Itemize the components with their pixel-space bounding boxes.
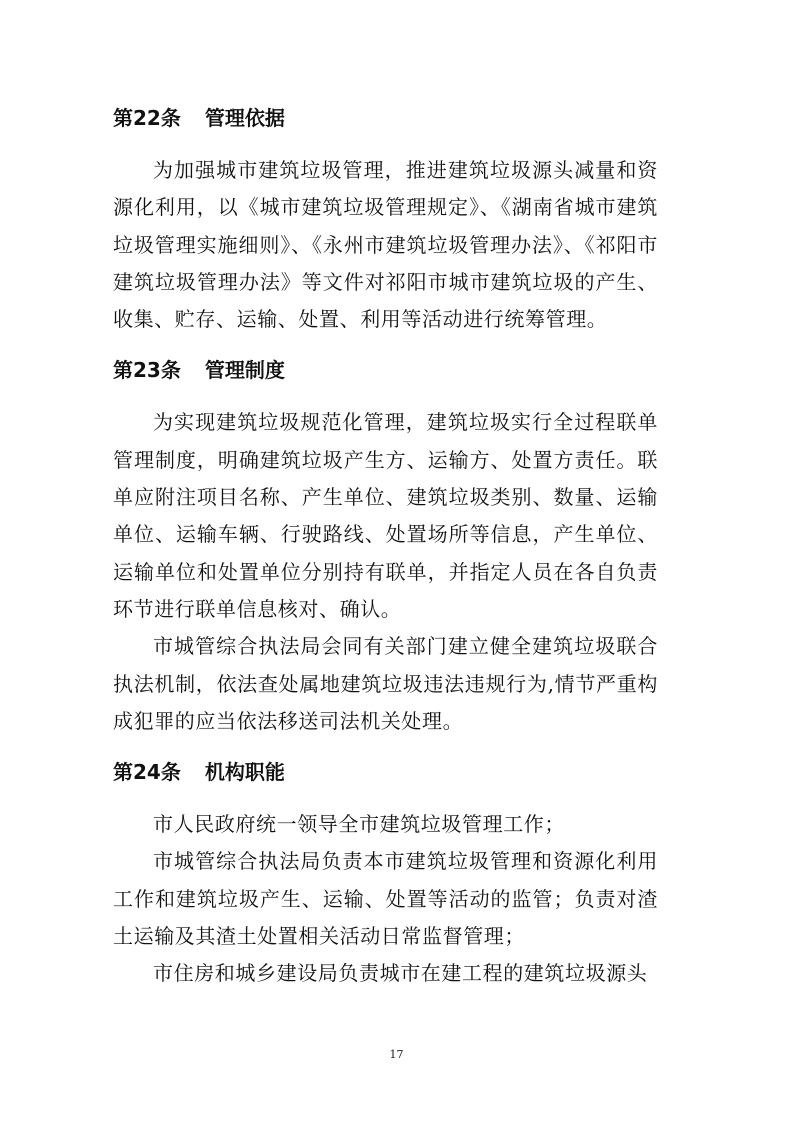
- section-number: 第24条: [113, 760, 181, 785]
- section-title: 管理制度: [204, 358, 285, 383]
- section-22-paragraph-1: 为加强城市建筑垃圾管理，推进建筑垃圾源头减量和资源化利用，以《城市建筑垃圾管理规定》、《湖南省城市建筑垃圾管理实施细则》、《永州市建筑垃圾管理办法》、《祁阳市建筑垃圾管理办法》等文件对祁阳市城市建筑垃圾的产生、收集、贮存、运输、处置、利用等活动进行统筹管理。: [113, 158, 658, 332]
- page-number: 17: [389, 1048, 404, 1061]
- section-24-paragraph-3: 市住房和城乡建设局负责城市在建工程的建筑垃圾源头: [153, 961, 648, 986]
- section-heading-23: [113, 352, 658, 388]
- section-24-paragraph-2: 市城管综合执法局负责本市建筑垃圾管理和资源化利用工作和建筑垃圾产生、运输、处置等活动的监管；负责对渣土运输及其渣土处置相关活动日常监督管理；: [113, 849, 658, 949]
- section-title: 机构职能: [204, 760, 285, 785]
- section-23-paragraph-1: 为实现建筑垃圾规范化管理，建筑垃圾实行全过程联单管理制度，明确建筑垃圾产生方、运输方、处置方责任。联单应附注项目名称、产生单位、建筑垃圾类别、数量、运输单位、运输车辆、行驶路线、处置场所等信息，产生单位、运输单位和处置单位分别持有联单，并指定人员在各自负责环节进行联单信息核对、确认。: [113, 410, 658, 621]
- section-heading-22: [113, 100, 658, 136]
- document-body: [113, 100, 658, 993]
- section-number: 第22条: [113, 106, 181, 130]
- section-number: 第23条: [113, 358, 181, 383]
- section-title: 管理依据: [204, 106, 285, 130]
- section-heading-24: [113, 754, 658, 790]
- section-23-paragraph-2: 市城管综合执法局会同有关部门建立健全建筑垃圾联合执法机制，依法查处属地建筑垃圾违法违规行为,情节严重构成犯罪的应当依法移送司法机关处理。: [113, 634, 658, 733]
- section-24-paragraph-1: 市人民政府统一领导全市建筑垃圾管理工作；: [153, 812, 565, 837]
